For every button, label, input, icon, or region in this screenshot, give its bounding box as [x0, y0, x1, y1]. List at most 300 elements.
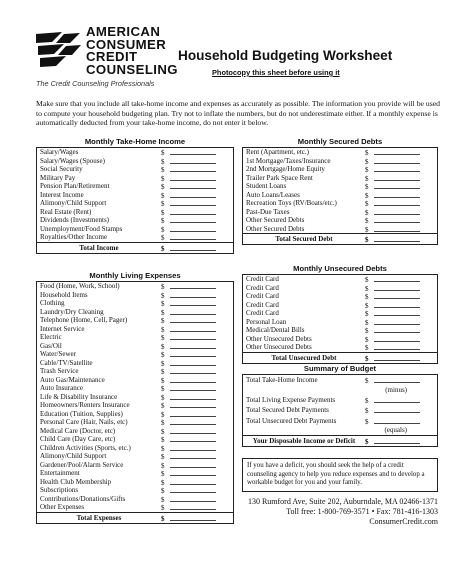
dollar-sign: $ — [365, 327, 369, 335]
dollar-sign: $ — [161, 487, 165, 495]
living-amount-field[interactable] — [161, 427, 233, 436]
dollar-sign: $ — [161, 291, 165, 300]
amount-line — [374, 191, 420, 198]
unsecured-row — [243, 343, 437, 352]
unsecured-item-label: Other Unsecured Debts — [246, 334, 312, 343]
amount-line — [374, 292, 420, 299]
living-item-label: Education (Tuition, Supplies) — [40, 409, 123, 418]
page-title: Household Budgeting Worksheet — [178, 48, 393, 63]
dollar-sign: $ — [161, 157, 165, 166]
dollar-sign: $ — [161, 427, 165, 436]
amount-line — [170, 282, 216, 289]
dollar-sign: $ — [161, 444, 165, 453]
tagline: The Credit Counseling Professionals — [36, 79, 155, 88]
income-amount-field[interactable] — [161, 208, 233, 217]
unsecured-item-label: Other Unsecured Debts — [246, 343, 312, 351]
living-item-label: Other Expenses — [40, 503, 85, 511]
income-row — [37, 148, 233, 157]
living-row — [37, 401, 233, 410]
secured-row — [243, 208, 437, 217]
summary-result-amount[interactable]: $ — [365, 436, 437, 446]
dollar-sign: $ — [365, 225, 369, 234]
secured-row — [243, 191, 437, 200]
address-block — [200, 497, 438, 527]
income-list — [37, 148, 233, 242]
living-total-label: Total Expenses — [76, 513, 122, 522]
living-item-label: Internet Service — [40, 324, 85, 333]
intro-text: Make sure that you include all take-home income and expenses as accurately as possible. The information you provide will be used to compute your household budgeting plan. Try not to inflate the numbers, but do not underestimate either. If a monthly expense is automatically deducted from your take-home income, do not enter it below. — [36, 99, 440, 128]
unsecured-row — [243, 301, 437, 310]
income-title: Monthly Take-Home Income — [84, 137, 186, 146]
secured-list — [243, 148, 437, 233]
summary-amount[interactable]: $ — [365, 375, 437, 386]
dollar-sign: $ — [365, 301, 369, 310]
equals-label: (equals) — [384, 426, 407, 434]
unsecured-item-label: Credit Card — [246, 275, 279, 283]
amount-line — [374, 157, 420, 164]
dollar-sign: $ — [161, 470, 165, 478]
dollar-sign: $ — [161, 402, 165, 410]
website-line: ConsumerCredit.com — [369, 517, 438, 526]
living-total-amount[interactable]: $ — [161, 513, 233, 523]
living-amount-field[interactable] — [161, 299, 233, 308]
income-row — [37, 208, 233, 217]
amount-line — [374, 309, 420, 316]
unsecured-total-row — [243, 352, 437, 363]
amount-line — [170, 199, 216, 206]
unsecured-box — [242, 274, 438, 364]
amount-line — [170, 393, 216, 400]
amount-line — [374, 284, 420, 291]
living-amount-field[interactable] — [161, 308, 233, 317]
amount-line — [170, 469, 216, 476]
amount-line — [170, 233, 216, 240]
income-amount-field[interactable] — [161, 191, 233, 200]
summary-row — [243, 395, 437, 406]
secured-item-label: Recreation Toys (RV/Boats/etc.) — [246, 199, 337, 207]
income-total-amount[interactable]: $ — [161, 243, 233, 253]
income-row — [37, 165, 233, 174]
dollar-sign: $ — [161, 208, 165, 217]
living-amount-field[interactable] — [161, 350, 233, 359]
unsecured-amount-field[interactable] — [365, 343, 437, 352]
dollar-sign: $ — [161, 234, 165, 242]
amount-line — [170, 427, 216, 434]
unsecured-item-label: Personal Loan — [246, 317, 287, 326]
dollar-sign: $ — [161, 334, 165, 342]
living-item-label: Medical Care (Doctor, etc) — [40, 426, 116, 435]
income-row — [37, 233, 233, 242]
dollar-sign: $ — [161, 283, 165, 291]
unsecured-amount-field[interactable] — [365, 309, 437, 318]
dollar-sign: $ — [365, 276, 369, 284]
dollar-sign: $ — [161, 453, 165, 461]
amount-line — [170, 452, 216, 459]
living-item-label: Water/Sewer — [40, 350, 76, 358]
income-item-label: Military Pay — [40, 173, 76, 182]
summary-row-label: Total Secured Debt Payments — [246, 406, 329, 414]
secured-amount-field[interactable] — [365, 199, 437, 208]
amount-line — [170, 461, 216, 468]
org-name — [86, 26, 178, 76]
dollar-sign: $ — [161, 225, 165, 234]
living-amount-field[interactable] — [161, 444, 233, 453]
amount-line — [170, 157, 216, 164]
dollar-sign: $ — [161, 504, 165, 512]
secured-amount-field[interactable] — [365, 174, 437, 183]
living-amount-field[interactable] — [161, 325, 233, 334]
amount-line — [170, 208, 216, 215]
secured-amount-field[interactable] — [365, 165, 437, 174]
living-amount-field[interactable] — [161, 435, 233, 444]
unsecured-list — [243, 275, 437, 352]
org-name-line: CREDIT — [86, 49, 138, 65]
amount-line — [374, 182, 420, 189]
secured-amount-field[interactable] — [365, 148, 437, 157]
income-amount-field[interactable] — [161, 182, 233, 191]
unsecured-total-amount[interactable]: $ — [365, 353, 437, 363]
logo-icon — [34, 30, 82, 74]
living-amount-field[interactable] — [161, 359, 233, 368]
living-row — [37, 291, 233, 300]
living-amount-field[interactable] — [161, 367, 233, 376]
income-row — [37, 216, 233, 225]
unsecured-row — [243, 284, 437, 293]
income-amount-field[interactable] — [161, 148, 233, 157]
secured-row — [243, 225, 437, 234]
living-box — [36, 281, 234, 524]
dollar-sign: $ — [161, 478, 165, 487]
secured-item-label: Auto Loans/Leases — [246, 190, 300, 199]
summary-result-label: Your Disposable Income or Deficit — [252, 437, 356, 445]
unsecured-amount-field[interactable] — [365, 318, 437, 327]
living-item-label: Entertainment — [40, 469, 80, 477]
secured-item-label: 1st Mortgage/Taxes/Insurance — [246, 156, 331, 165]
living-row — [37, 384, 233, 393]
living-item-label: Electric — [40, 333, 62, 341]
income-item-label: Alimony/Child Support — [40, 199, 107, 207]
dollar-sign: $ — [161, 317, 165, 325]
summary-amount[interactable]: $ — [365, 405, 437, 416]
income-row — [37, 174, 233, 183]
amount-line — [170, 444, 216, 451]
secured-amount-field[interactable] — [365, 182, 437, 191]
summary-result-row — [243, 435, 437, 446]
amount-line — [170, 291, 216, 298]
income-row — [37, 199, 233, 208]
unsecured-title: Monthly Unsecured Debts — [293, 264, 387, 273]
living-amount-field[interactable] — [161, 384, 233, 393]
living-row — [37, 393, 233, 402]
secured-row — [243, 148, 437, 157]
secured-amount-field[interactable] — [365, 225, 437, 234]
secured-box — [242, 147, 438, 245]
living-item-label: Laundry/Dry Cleaning — [40, 307, 104, 316]
living-item-label: Auto Insurance — [40, 384, 83, 392]
secured-total-row — [243, 233, 437, 244]
income-item-label: Pension Plan/Retirement — [40, 182, 110, 190]
income-item-label: Salary/Wages (Spouse) — [40, 156, 105, 165]
contact-line: Toll free: 1-800-769-3571 • Fax: 781-416-1303 — [286, 507, 438, 516]
secured-amount-field[interactable] — [365, 216, 437, 225]
secured-total-amount[interactable]: $ — [365, 234, 437, 244]
living-amount-field[interactable] — [161, 410, 233, 419]
income-item-label: Royalties/Other Income — [40, 233, 108, 241]
living-amount-field[interactable] — [161, 342, 233, 351]
amount-line — [170, 165, 216, 172]
dollar-sign: $ — [161, 342, 165, 351]
secured-item-label: Student Loans — [246, 182, 287, 190]
amount-line — [374, 318, 420, 325]
amount-line — [374, 343, 420, 350]
dollar-sign: $ — [161, 495, 165, 504]
amount-line — [374, 199, 420, 206]
summary-amount[interactable]: $ — [365, 416, 437, 427]
income-amount-field[interactable] — [161, 225, 233, 234]
living-item-label: Telephone (Home, Cell, Pager) — [40, 316, 128, 324]
living-row — [37, 469, 233, 478]
living-item-label: Personal Care (Hair, Nails, etc) — [40, 418, 128, 426]
living-row — [37, 316, 233, 325]
income-amount-field[interactable] — [161, 199, 233, 208]
income-item-label: Unemployment/Food Stamps — [40, 224, 123, 233]
dollar-sign: $ — [161, 166, 165, 174]
dollar-sign: $ — [161, 393, 165, 402]
unsecured-amount-field[interactable] — [365, 284, 437, 293]
living-row — [37, 486, 233, 495]
living-amount-field[interactable] — [161, 452, 233, 461]
unsecured-item-label: Credit Card — [246, 292, 279, 300]
living-row — [37, 376, 233, 385]
summary-row-label: Total Living Expense Payments — [246, 395, 336, 404]
org-name-line: CONSUMER — [86, 36, 167, 52]
income-amount-field[interactable] — [161, 233, 233, 242]
secured-amount-field[interactable] — [365, 157, 437, 166]
secured-item-label: Rent (Apartment, etc.) — [246, 148, 309, 156]
dollar-sign: $ — [365, 166, 369, 174]
living-amount-field[interactable] — [161, 316, 233, 325]
dollar-sign: $ — [161, 217, 165, 225]
dollar-sign: $ — [161, 183, 165, 191]
dollar-sign: $ — [161, 461, 165, 470]
dollar-sign: $ — [161, 351, 165, 359]
living-item-label: Trash Service — [40, 367, 79, 375]
living-amount-field[interactable] — [161, 291, 233, 300]
living-row — [37, 342, 233, 351]
amount-line — [374, 148, 420, 155]
secured-row — [243, 216, 437, 225]
unsecured-row — [243, 335, 437, 344]
living-amount-field[interactable] — [161, 478, 233, 487]
unsecured-total-label: Total Unsecured Debt — [271, 353, 337, 362]
dollar-sign: $ — [365, 200, 369, 208]
dollar-sign: $ — [161, 359, 165, 368]
amount-line — [374, 326, 420, 333]
summary-row — [243, 375, 437, 386]
amount-line — [170, 350, 216, 357]
living-item-label: Alimony/Child Support — [40, 452, 107, 460]
secured-item-label: 2nd Mortgage/Home Equity — [246, 165, 325, 173]
dollar-sign: $ — [161, 436, 165, 444]
living-item-label: Health Club Membership — [40, 477, 112, 486]
living-item-label: Cable/TV/Satellite — [40, 358, 93, 367]
dollar-sign: $ — [365, 217, 369, 225]
living-row — [37, 333, 233, 342]
secured-row — [243, 157, 437, 166]
amount-line — [170, 384, 216, 391]
living-item-label: Gardener/Pool/Alarm Service — [40, 460, 124, 469]
unsecured-amount-field[interactable] — [365, 301, 437, 310]
secured-item-label: Trailer Park Space Rent — [246, 173, 313, 182]
living-row — [37, 478, 233, 487]
living-row — [37, 461, 233, 470]
dollar-sign: $ — [161, 300, 165, 308]
living-row — [37, 359, 233, 368]
income-amount-field[interactable] — [161, 216, 233, 225]
dollar-sign: $ — [365, 208, 369, 217]
amount-line — [170, 182, 216, 189]
income-row — [37, 182, 233, 191]
address-line: 130 Rumford Ave, Suite 202, Auburndale, MA 02466-1371 — [247, 497, 438, 506]
income-item-label: Salary/Wages — [40, 148, 79, 156]
dollar-sign: $ — [365, 183, 369, 191]
secured-item-label: Other Secured Debts — [246, 216, 305, 224]
living-row — [37, 444, 233, 453]
amount-line — [374, 301, 420, 308]
amount-line — [374, 335, 420, 342]
page-subtitle: Photocopy this sheet before using it — [212, 68, 340, 77]
living-amount-field[interactable] — [161, 401, 233, 410]
unsecured-amount-field[interactable] — [365, 326, 437, 335]
dollar-sign: $ — [365, 318, 369, 327]
living-amount-field[interactable] — [161, 461, 233, 470]
amount-line — [170, 401, 216, 408]
dollar-sign: $ — [161, 376, 165, 385]
income-item-label: Dividends (Investments) — [40, 216, 110, 224]
income-amount-field[interactable] — [161, 165, 233, 174]
income-amount-field[interactable] — [161, 157, 233, 166]
unsecured-item-label: Credit Card — [246, 300, 279, 309]
dollar-sign: $ — [161, 419, 165, 427]
dollar-sign: $ — [365, 344, 369, 352]
dollar-sign: $ — [161, 191, 165, 200]
living-item-label: Homeowners/Renters Insurance — [40, 401, 130, 409]
living-row — [37, 282, 233, 291]
summary-title: Summary of Budget — [303, 364, 377, 373]
summary-amount[interactable]: $ — [365, 395, 437, 406]
amount-line — [374, 225, 420, 232]
income-row — [37, 157, 233, 166]
amount-line — [374, 275, 420, 282]
unsecured-row — [243, 292, 437, 301]
income-amount-field[interactable] — [161, 174, 233, 183]
income-item-label: Interest Income — [40, 190, 84, 199]
unsecured-item-label: Credit Card — [246, 309, 279, 317]
unsecured-amount-field[interactable] — [365, 275, 437, 284]
living-item-label: Household Items — [40, 290, 88, 299]
secured-row — [243, 199, 437, 208]
living-amount-field[interactable] — [161, 486, 233, 495]
secured-row — [243, 182, 437, 191]
secured-item-label: Past-Due Taxes — [246, 207, 290, 216]
amount-line — [170, 225, 216, 232]
living-title: Monthly Living Expenses — [89, 271, 181, 280]
living-item-label: Auto Gas/Maintenance — [40, 375, 105, 384]
living-amount-field[interactable] — [161, 333, 233, 342]
dollar-sign: $ — [161, 385, 165, 393]
living-item-label: Subscriptions — [40, 486, 79, 494]
org-name-line: AMERICAN — [86, 24, 161, 39]
living-row — [37, 427, 233, 436]
unsecured-row — [243, 309, 437, 318]
org-name-line: COUNSELING — [86, 61, 178, 77]
living-row — [37, 410, 233, 419]
unsecured-amount-field[interactable] — [365, 292, 437, 301]
amount-line — [170, 376, 216, 383]
dollar-sign: $ — [161, 200, 165, 208]
unsecured-amount-field[interactable] — [365, 335, 437, 344]
dollar-sign: $ — [365, 157, 369, 166]
living-row — [37, 350, 233, 359]
living-row — [37, 367, 233, 376]
living-item-label: Contributions/Donations/Gifts — [40, 494, 126, 503]
living-item-label: Children Activities (Sports, etc.) — [40, 443, 131, 452]
amount-line — [170, 299, 216, 306]
dollar-sign: $ — [161, 325, 165, 334]
dollar-sign: $ — [161, 368, 165, 376]
income-box — [36, 147, 234, 254]
dollar-sign: $ — [161, 149, 165, 157]
income-item-label: Real Estate (Rent) — [40, 207, 92, 216]
unsecured-item-label: Credit Card — [246, 283, 279, 292]
minus-label: (minus) — [385, 385, 407, 394]
amount-line — [374, 216, 420, 223]
secured-row — [243, 174, 437, 183]
secured-row — [243, 165, 437, 174]
living-amount-field[interactable] — [161, 376, 233, 385]
unsecured-row — [243, 275, 437, 284]
amount-line — [374, 165, 420, 172]
amount-line — [170, 478, 216, 485]
living-amount-field[interactable] — [161, 469, 233, 478]
living-row — [37, 325, 233, 334]
unsecured-row — [243, 318, 437, 327]
living-row — [37, 299, 233, 308]
dollar-sign: $ — [365, 284, 369, 293]
living-amount-field[interactable] — [161, 282, 233, 291]
dollar-sign: $ — [161, 174, 165, 183]
living-item-label: Child Care (Day Care, etc) — [40, 435, 116, 443]
dollar-sign: $ — [365, 174, 369, 183]
secured-amount-field[interactable] — [365, 208, 437, 217]
living-row — [37, 308, 233, 317]
deficit-note: If you have a deficit, you should seek the help of a credit counseling agency to help you reduce expenses and to develop a workable budget for you and your family. — [242, 458, 438, 492]
secured-amount-field[interactable] — [365, 191, 437, 200]
summary-row — [243, 416, 437, 427]
living-amount-field[interactable] — [161, 393, 233, 402]
living-amount-field[interactable] — [161, 418, 233, 427]
dollar-sign: $ — [365, 149, 369, 157]
summary-row-label: Total Unsecured Debt Payments — [246, 416, 337, 425]
dollar-sign: $ — [161, 308, 165, 317]
amount-line — [170, 418, 216, 425]
summary-row-label: Total Take-Home Income — [246, 376, 318, 384]
amount-line — [170, 316, 216, 323]
amount-line — [170, 367, 216, 374]
amount-line — [170, 174, 216, 181]
dollar-sign: $ — [365, 335, 369, 344]
living-item-label: Clothing — [40, 299, 65, 307]
